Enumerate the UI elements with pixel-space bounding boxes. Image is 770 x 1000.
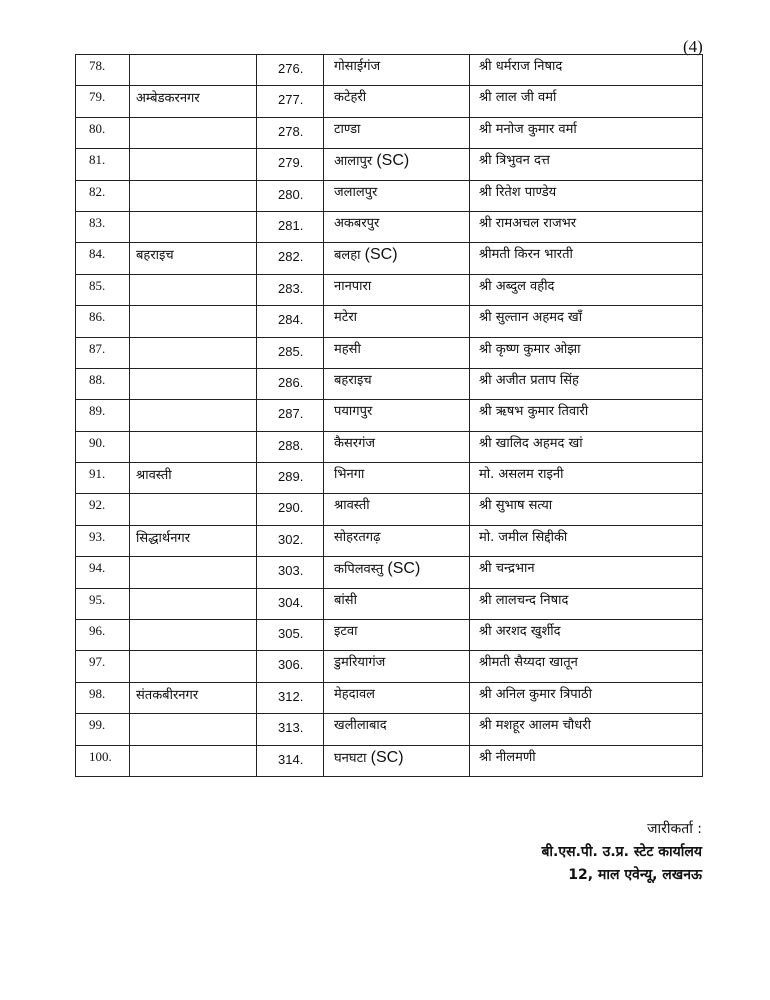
candidate-name-cell bbox=[470, 682, 703, 713]
table-row bbox=[76, 463, 703, 494]
district-name: श्रावस्ती bbox=[136, 468, 172, 484]
serial-number-cell bbox=[76, 86, 130, 117]
candidate-name: मो. असलम राइनी bbox=[479, 467, 564, 483]
serial-number-cell bbox=[76, 620, 130, 651]
table-row bbox=[76, 211, 703, 242]
candidate-name-cell bbox=[470, 620, 703, 651]
serial-number: 90. bbox=[89, 434, 106, 450]
constituency-number: 314. bbox=[278, 751, 304, 767]
table-row bbox=[76, 86, 703, 117]
candidate-name-cell bbox=[470, 400, 703, 431]
constituency-name-cell bbox=[324, 211, 470, 242]
candidate-name-cell bbox=[470, 368, 703, 399]
district-name-cell bbox=[130, 463, 257, 494]
serial-number-cell bbox=[76, 588, 130, 619]
constituency-name-cell bbox=[324, 274, 470, 305]
candidate-name: श्री सुल्तान अहमद खाँ bbox=[479, 310, 583, 326]
candidate-name: श्री अरशद खुर्शीद bbox=[479, 624, 561, 640]
district-name: बहराइच bbox=[136, 248, 174, 264]
table-row bbox=[76, 745, 703, 776]
candidate-name: श्री अब्दुल वहीद bbox=[479, 278, 555, 294]
constituency-number: 286. bbox=[278, 374, 304, 390]
constituency-name: कटेहरी bbox=[334, 90, 367, 106]
candidate-name-cell bbox=[470, 557, 703, 588]
serial-number: 85. bbox=[89, 277, 106, 293]
constituency-name: गोसाईगंज bbox=[334, 59, 381, 74]
constituency-number: 276. bbox=[278, 61, 304, 76]
candidate-name-cell bbox=[470, 211, 703, 242]
serial-number-cell bbox=[76, 682, 130, 713]
constituency-number-cell bbox=[257, 211, 324, 242]
constituency-name: पयागपुर bbox=[334, 404, 373, 420]
constituency-name: नानपारा bbox=[334, 278, 372, 294]
candidate-name: श्री मशहूर आलम चौधरी bbox=[479, 718, 591, 734]
table-row bbox=[76, 55, 703, 86]
serial-number-cell bbox=[76, 306, 130, 337]
serial-number: 91. bbox=[89, 466, 106, 482]
candidate-name: श्री कृष्ण कुमार ओझा bbox=[479, 341, 581, 357]
constituency-name-cell bbox=[324, 525, 470, 556]
serial-number-cell bbox=[76, 368, 130, 399]
serial-number: 89. bbox=[89, 403, 106, 419]
district-name-cell bbox=[130, 243, 257, 274]
constituency-number: 303. bbox=[278, 563, 304, 579]
constituency-number-cell bbox=[257, 55, 324, 86]
table-row bbox=[76, 557, 703, 588]
serial-number: 82. bbox=[89, 183, 106, 199]
serial-number: 87. bbox=[89, 340, 106, 356]
constituency-name-cell bbox=[324, 620, 470, 651]
constituency-number-cell bbox=[257, 431, 324, 462]
district-name-cell bbox=[130, 149, 257, 180]
candidate-name-cell bbox=[470, 55, 703, 86]
sc-reserved-tag: (SC) bbox=[387, 560, 421, 578]
serial-number: 88. bbox=[89, 371, 106, 387]
district-name-cell bbox=[130, 431, 257, 462]
constituency-name: बहराइच bbox=[334, 372, 372, 388]
constituency-number: 306. bbox=[278, 657, 304, 673]
constituency-number-cell bbox=[257, 86, 324, 117]
constituency-number-cell bbox=[257, 400, 324, 431]
district-name-cell bbox=[130, 211, 257, 242]
constituency-name: जलालपुर bbox=[334, 184, 378, 200]
serial-number: 81. bbox=[89, 152, 106, 168]
constituency-number: 283. bbox=[278, 280, 304, 296]
candidate-name: श्री धर्मराज निषाद bbox=[479, 59, 563, 74]
constituency-number: 282. bbox=[278, 249, 304, 265]
constituency-number: 289. bbox=[278, 469, 304, 485]
district-name-cell bbox=[130, 651, 257, 682]
table-row bbox=[76, 274, 703, 305]
district-name-cell bbox=[130, 86, 257, 117]
candidate-name-cell bbox=[470, 117, 703, 148]
table-row bbox=[76, 588, 703, 619]
candidate-table bbox=[75, 54, 703, 777]
candidate-name: श्री नीलमणी bbox=[479, 749, 536, 765]
candidate-name-cell bbox=[470, 243, 703, 274]
constituency-name: श्रावस्ती bbox=[334, 498, 370, 514]
constituency-name-cell bbox=[324, 745, 470, 776]
constituency-number-cell bbox=[257, 180, 324, 211]
candidate-name: श्री लालचन्द निषाद bbox=[479, 592, 569, 608]
serial-number-cell bbox=[76, 463, 130, 494]
constituency-number-cell bbox=[257, 149, 324, 180]
constituency-name: टाण्डा bbox=[334, 121, 361, 137]
district-name: अम्बेडकरनगर bbox=[136, 91, 200, 107]
candidate-name-cell bbox=[470, 431, 703, 462]
constituency-number-cell bbox=[257, 620, 324, 651]
candidate-name-cell bbox=[470, 86, 703, 117]
candidate-name-cell bbox=[470, 180, 703, 211]
serial-number: 78. bbox=[89, 58, 106, 73]
serial-number: 94. bbox=[89, 560, 106, 576]
candidate-name-cell bbox=[470, 149, 703, 180]
serial-number-cell bbox=[76, 651, 130, 682]
constituency-name-cell bbox=[324, 651, 470, 682]
candidate-name-cell bbox=[470, 463, 703, 494]
table-row bbox=[76, 651, 703, 682]
constituency-name-cell bbox=[324, 337, 470, 368]
constituency-number: 288. bbox=[278, 437, 304, 453]
candidate-name: श्री रामअचल राजभर bbox=[479, 215, 577, 231]
constituency-number-cell bbox=[257, 651, 324, 682]
district-name-cell bbox=[130, 306, 257, 337]
constituency-name-cell bbox=[324, 180, 470, 211]
serial-number: 84. bbox=[89, 246, 106, 262]
district-name-cell bbox=[130, 745, 257, 776]
district-name-cell bbox=[130, 274, 257, 305]
district-name: सिद्धार्थनगर bbox=[136, 530, 191, 546]
constituency-name: महसी bbox=[334, 341, 361, 357]
sc-reserved-tag: (SC) bbox=[376, 152, 410, 170]
constituency-name-cell bbox=[324, 682, 470, 713]
candidate-name: मो. जमील सिद्दीकी bbox=[479, 529, 568, 545]
candidate-name: श्री मनोज कुमार वर्मा bbox=[479, 121, 577, 137]
constituency-name: आलापुर bbox=[334, 154, 373, 170]
constituency-number-cell bbox=[257, 494, 324, 525]
constituency-number: 281. bbox=[278, 217, 304, 233]
candidate-name: श्री खालिद अहमद खां bbox=[479, 435, 583, 451]
district-name-cell bbox=[130, 180, 257, 211]
constituency-name-cell bbox=[324, 557, 470, 588]
serial-number-cell bbox=[76, 149, 130, 180]
serial-number: 98. bbox=[89, 685, 106, 701]
constituency-number-cell bbox=[257, 243, 324, 274]
issuer-address: 12, माल एवेन्यू, लखनऊ bbox=[568, 867, 702, 883]
candidate-name: श्रीमती किरन भारती bbox=[479, 247, 573, 263]
table-row bbox=[76, 337, 703, 368]
table-row bbox=[76, 400, 703, 431]
table-row bbox=[76, 306, 703, 337]
constituency-number: 278. bbox=[278, 123, 304, 139]
constituency-number-cell bbox=[257, 714, 324, 745]
serial-number-cell bbox=[76, 337, 130, 368]
constituency-name: अकबरपुर bbox=[334, 215, 380, 231]
district-name-cell bbox=[130, 682, 257, 713]
constituency-number: 290. bbox=[278, 500, 304, 516]
candidate-name-cell bbox=[470, 306, 703, 337]
table-row bbox=[76, 714, 703, 745]
constituency-number: 285. bbox=[278, 343, 304, 359]
constituency-name: डुमरियागंज bbox=[334, 655, 386, 671]
table-row bbox=[76, 431, 703, 462]
constituency-number: 284. bbox=[278, 312, 304, 328]
constituency-number: 287. bbox=[278, 406, 304, 422]
constituency-name-cell bbox=[324, 55, 470, 86]
constituency-number: 280. bbox=[278, 186, 304, 202]
candidate-table-body bbox=[76, 55, 703, 777]
table-row bbox=[76, 117, 703, 148]
constituency-name-cell bbox=[324, 588, 470, 619]
constituency-number-cell bbox=[257, 745, 324, 776]
constituency-number-cell bbox=[257, 337, 324, 368]
constituency-name: इटवा bbox=[334, 624, 358, 640]
district-name-cell bbox=[130, 620, 257, 651]
serial-number-cell bbox=[76, 745, 130, 776]
candidate-name-cell bbox=[470, 714, 703, 745]
district-name-cell bbox=[130, 588, 257, 619]
serial-number: 80. bbox=[89, 120, 106, 136]
candidate-name: श्री लाल जी वर्मा bbox=[479, 90, 557, 106]
candidate-name: श्री चन्द्रभान bbox=[479, 561, 535, 577]
constituency-number-cell bbox=[257, 274, 324, 305]
constituency-name-cell bbox=[324, 714, 470, 745]
constituency-name-cell bbox=[324, 306, 470, 337]
constituency-name: बांसी bbox=[334, 592, 357, 608]
district-name-cell bbox=[130, 400, 257, 431]
serial-number: 100. bbox=[89, 748, 112, 764]
table-row bbox=[76, 180, 703, 211]
serial-number-cell bbox=[76, 180, 130, 211]
constituency-name-cell bbox=[324, 243, 470, 274]
constituency-number-cell bbox=[257, 525, 324, 556]
constituency-name-cell bbox=[324, 463, 470, 494]
candidate-name-cell bbox=[470, 274, 703, 305]
constituency-number-cell bbox=[257, 588, 324, 619]
candidate-name-cell bbox=[470, 651, 703, 682]
serial-number: 95. bbox=[89, 591, 106, 607]
candidate-name-cell bbox=[470, 588, 703, 619]
constituency-name: सोहरतगढ़ bbox=[334, 529, 381, 545]
serial-number: 79. bbox=[89, 89, 106, 105]
sc-reserved-tag: (SC) bbox=[370, 748, 404, 766]
district-name-cell bbox=[130, 494, 257, 525]
constituency-number: 312. bbox=[278, 688, 304, 704]
serial-number-cell bbox=[76, 557, 130, 588]
serial-number-cell bbox=[76, 243, 130, 274]
constituency-name: मेहदावल bbox=[334, 686, 375, 702]
constituency-number: 277. bbox=[278, 92, 304, 108]
serial-number: 92. bbox=[89, 497, 106, 513]
candidate-name: श्री ऋषभ कुमार तिवारी bbox=[479, 404, 589, 420]
constituency-number-cell bbox=[257, 463, 324, 494]
serial-number: 99. bbox=[89, 717, 106, 733]
serial-number-cell bbox=[76, 525, 130, 556]
table-row bbox=[76, 149, 703, 180]
issuer-office: बी.एस.पी. उ.प्र. स्टेट कार्यालय bbox=[541, 844, 702, 860]
candidate-name-cell bbox=[470, 494, 703, 525]
district-name-cell bbox=[130, 117, 257, 148]
serial-number-cell bbox=[76, 400, 130, 431]
table-row bbox=[76, 243, 703, 274]
constituency-name: बलहा bbox=[334, 248, 361, 264]
serial-number-cell bbox=[76, 55, 130, 86]
constituency-name: घनघटा bbox=[334, 750, 367, 766]
serial-number: 83. bbox=[89, 214, 106, 230]
table-row bbox=[76, 682, 703, 713]
serial-number-cell bbox=[76, 714, 130, 745]
constituency-name-cell bbox=[324, 431, 470, 462]
constituency-name: कपिलवस्तु bbox=[334, 562, 384, 578]
table-row bbox=[76, 620, 703, 651]
constituency-number-cell bbox=[257, 557, 324, 588]
serial-number: 86. bbox=[89, 309, 106, 325]
constituency-name: खलीलाबाद bbox=[334, 718, 387, 734]
table-row bbox=[76, 525, 703, 556]
serial-number: 93. bbox=[89, 528, 106, 544]
constituency-name-cell bbox=[324, 117, 470, 148]
candidate-name: श्री अनिल कुमार त्रिपाठी bbox=[479, 686, 592, 702]
serial-number: 97. bbox=[89, 654, 106, 670]
sc-reserved-tag: (SC) bbox=[364, 246, 398, 264]
candidate-name: श्री सुभाष सत्या bbox=[479, 498, 553, 514]
serial-number-cell bbox=[76, 274, 130, 305]
constituency-name: मटेरा bbox=[334, 310, 358, 326]
candidate-name-cell bbox=[470, 525, 703, 556]
candidate-name: श्रीमती सैय्यदा खातून bbox=[479, 655, 578, 671]
district-name-cell bbox=[130, 337, 257, 368]
serial-number-cell bbox=[76, 117, 130, 148]
district-name-cell bbox=[130, 525, 257, 556]
candidate-name: श्री रितेश पाण्डेय bbox=[479, 184, 557, 200]
constituency-name-cell bbox=[324, 400, 470, 431]
constituency-name: कैसरगंज bbox=[334, 435, 376, 451]
issuer-label: जारीकर्ता : bbox=[647, 821, 702, 837]
table-row bbox=[76, 368, 703, 399]
serial-number-cell bbox=[76, 211, 130, 242]
constituency-name-cell bbox=[324, 149, 470, 180]
constituency-number: 302. bbox=[278, 531, 304, 547]
constituency-name-cell bbox=[324, 368, 470, 399]
page-number: (4) bbox=[683, 37, 703, 56]
constituency-name: भिनगा bbox=[334, 467, 365, 483]
candidate-name: श्री त्रिभुवन दत्त bbox=[479, 153, 550, 169]
candidate-name: श्री अजीत प्रताप सिंह bbox=[479, 372, 579, 388]
serial-number-cell bbox=[76, 431, 130, 462]
serial-number-cell bbox=[76, 494, 130, 525]
constituency-name-cell bbox=[324, 86, 470, 117]
candidate-name-cell bbox=[470, 337, 703, 368]
constituency-number-cell bbox=[257, 306, 324, 337]
constituency-number: 313. bbox=[278, 720, 304, 736]
constituency-number: 305. bbox=[278, 626, 304, 642]
constituency-number: 279. bbox=[278, 155, 304, 171]
candidate-name-cell bbox=[470, 745, 703, 776]
district-name: संतकबीरनगर bbox=[136, 687, 199, 703]
district-name-cell bbox=[130, 557, 257, 588]
constituency-name-cell bbox=[324, 494, 470, 525]
constituency-number-cell bbox=[257, 368, 324, 399]
constituency-number-cell bbox=[257, 682, 324, 713]
constituency-number-cell bbox=[257, 117, 324, 148]
district-name-cell bbox=[130, 55, 257, 86]
constituency-number: 304. bbox=[278, 594, 304, 610]
district-name-cell bbox=[130, 714, 257, 745]
table-row bbox=[76, 494, 703, 525]
district-name-cell bbox=[130, 368, 257, 399]
serial-number: 96. bbox=[89, 623, 106, 639]
